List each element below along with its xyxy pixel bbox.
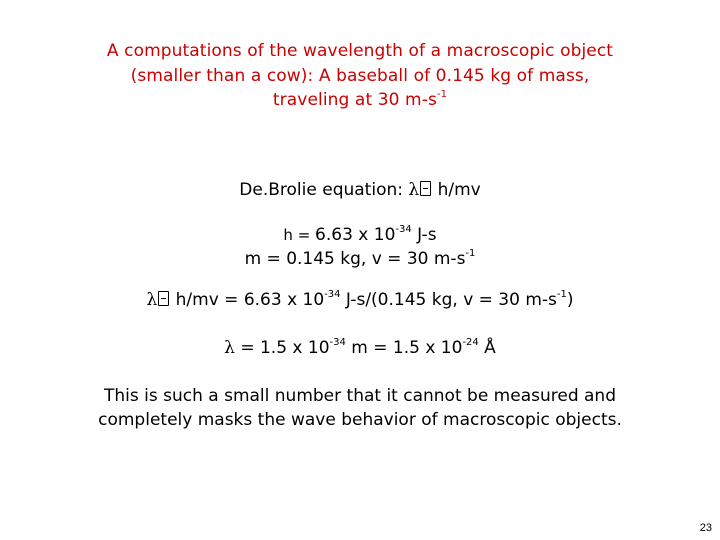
- planck-constant-line: [0, 224, 720, 245]
- conclusion-line-2: completely masks the wave behavior of macroscopic objects.: [98, 410, 622, 430]
- result-part-3: Å: [478, 338, 496, 358]
- velocity-exponent: -1: [465, 248, 476, 260]
- calc-part-1: h/mv = 6.63 x 10: [170, 290, 325, 310]
- equation-label: De.Brolie equation:: [239, 180, 409, 200]
- title-line-1: A computations of the wavelength of a macroscopic object: [106, 41, 614, 61]
- missing-glyph-icon: [158, 291, 169, 306]
- title-line-3: [0, 89, 720, 110]
- h-prefix: h =: [283, 226, 316, 244]
- calc-exponent-1: -34: [324, 289, 341, 301]
- h-exponent: -34: [395, 224, 412, 236]
- h-unit: J-s: [411, 225, 437, 245]
- result-part-1: = 1.5 x 10: [234, 338, 330, 358]
- h-value: 6.63 x 10: [315, 225, 396, 245]
- result-line: [0, 337, 720, 358]
- lambda-symbol: λ: [408, 180, 420, 200]
- equation-rhs: h/mv: [432, 180, 481, 200]
- calc-part-2: J-s/(0.145 kg, v = 30 m-s: [340, 290, 557, 310]
- title-line-2: (smaller than a cow): A baseball of 0.145 kg of mass,: [130, 66, 590, 86]
- lambda-symbol: λ: [146, 290, 158, 310]
- title-line-3-exponent: -1: [436, 89, 448, 101]
- mass-velocity-text: m = 0.145 kg, v = 30 m-s: [244, 249, 466, 269]
- lambda-symbol: λ: [224, 338, 235, 358]
- result-exponent-1: -34: [329, 337, 346, 349]
- page-number: 23: [699, 522, 712, 534]
- mass-velocity-line: [0, 248, 720, 269]
- result-exponent-2: -24: [462, 337, 479, 349]
- conclusion-line-1: This is such a small number that it cannot be measured and: [103, 386, 617, 406]
- result-part-2: m = 1.5 x 10: [345, 338, 463, 358]
- title-line-3-text: traveling at 30 m-s: [272, 90, 437, 110]
- debroglie-equation: [0, 181, 720, 199]
- calc-part-3: ): [566, 290, 574, 310]
- calc-exponent-2: -1: [556, 289, 567, 301]
- missing-glyph-icon: [420, 181, 431, 196]
- calculation-line: [0, 291, 720, 309]
